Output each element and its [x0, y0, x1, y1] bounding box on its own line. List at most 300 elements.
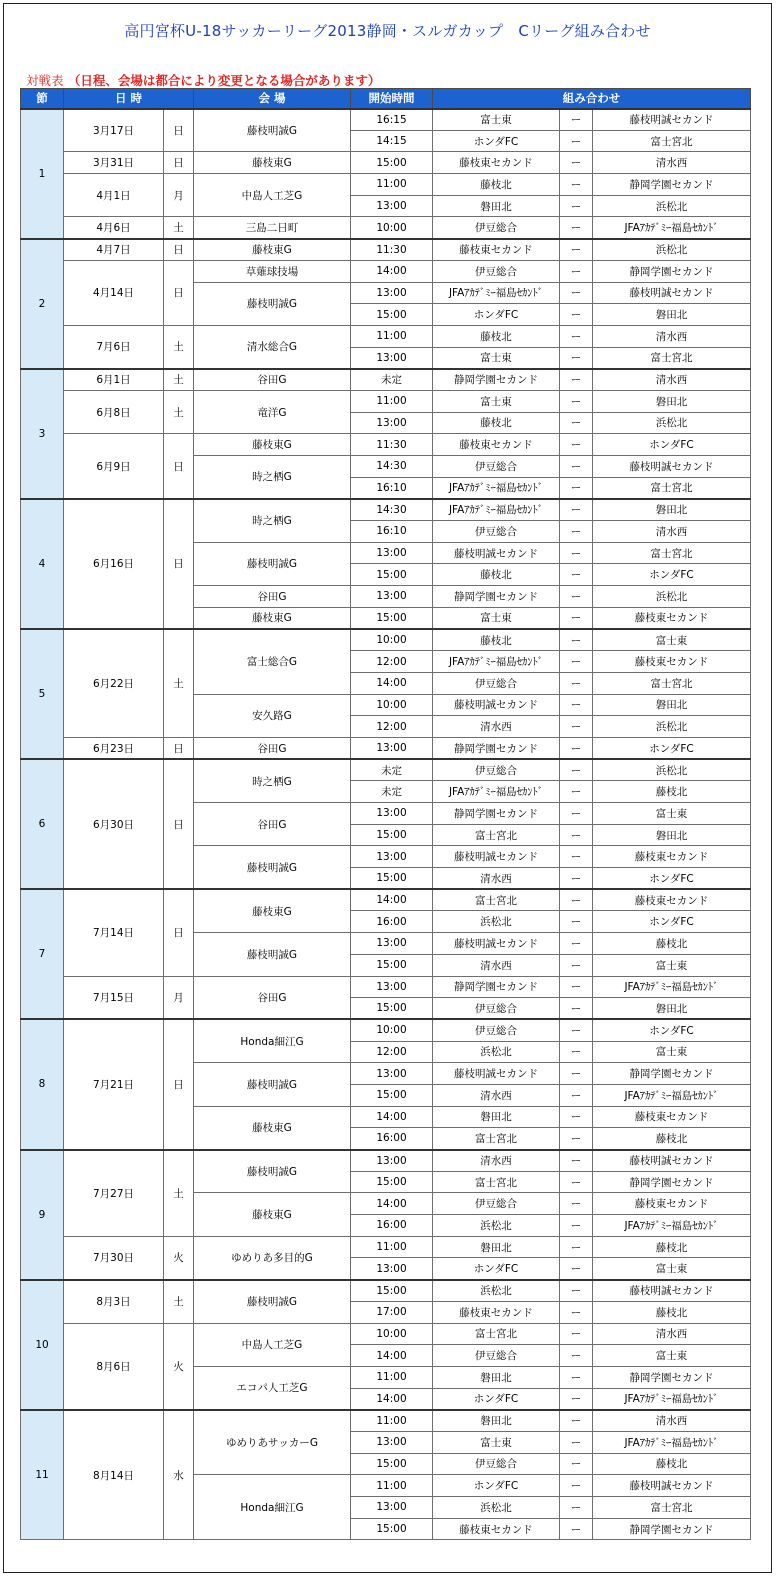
- kickoff-time: 13:00: [351, 933, 433, 955]
- away-team: 磐田北: [593, 499, 751, 521]
- match-venue: 安久路G: [194, 694, 351, 737]
- notice: [26, 71, 380, 89]
- home-team: 静岡学園セカンド: [433, 737, 560, 759]
- versus-dash: ー: [560, 152, 593, 174]
- match-venue: 藤枝明誠G: [194, 1280, 351, 1323]
- match-venue: 藤枝明誠G: [194, 933, 351, 976]
- away-team: 藤枝明誠セカンド: [593, 109, 751, 131]
- versus-dash: ー: [560, 1301, 593, 1323]
- versus-dash: ー: [560, 325, 593, 347]
- home-team: 富士宮北: [433, 1128, 560, 1150]
- home-team: 磐田北: [433, 195, 560, 217]
- home-team: 藤枝北: [433, 325, 560, 347]
- versus-dash: ー: [560, 390, 593, 412]
- home-team: 藤枝明誠セカンド: [433, 694, 560, 716]
- home-team: 静岡学園セカンド: [433, 803, 560, 825]
- home-team: 磐田北: [433, 1236, 560, 1258]
- table-row: [21, 1236, 751, 1258]
- round-number: 7: [21, 889, 64, 1019]
- versus-dash: ー: [560, 456, 593, 478]
- away-team: 藤枝東セカンド: [593, 846, 751, 868]
- away-team: 富士東: [593, 1041, 751, 1063]
- versus-dash: ー: [560, 1150, 593, 1172]
- home-team: 藤枝北: [433, 629, 560, 651]
- kickoff-time: 13:00: [351, 1258, 433, 1280]
- home-team: JFAｱｶﾃﾞﾐｰ福島ｾｶﾝﾄﾞ: [433, 499, 560, 521]
- versus-dash: ー: [560, 1410, 593, 1432]
- match-venue: 藤枝東G: [194, 434, 351, 456]
- kickoff-time: 12:00: [351, 651, 433, 673]
- kickoff-time: 13:00: [351, 195, 433, 217]
- versus-dash: ー: [560, 759, 593, 781]
- versus-dash: ー: [560, 781, 593, 803]
- home-team: ホンダFC: [433, 1258, 560, 1280]
- match-weekday: 日: [164, 109, 194, 152]
- match-weekday: 日: [164, 1019, 194, 1149]
- away-team: 富士宮北: [593, 347, 751, 369]
- away-team: 静岡学園セカンド: [593, 1171, 751, 1193]
- home-team: 磐田北: [433, 1106, 560, 1128]
- home-team: 静岡学園セカンド: [433, 976, 560, 998]
- away-team: 藤枝明誠セカンド: [593, 1280, 751, 1302]
- away-team: 藤枝明誠セカンド: [593, 282, 751, 304]
- away-team: 静岡学園セカンド: [593, 1366, 751, 1388]
- home-team: 伊豆総合: [433, 217, 560, 239]
- home-team: 伊豆総合: [433, 1193, 560, 1215]
- versus-dash: ー: [560, 911, 593, 933]
- match-weekday: 日: [164, 759, 194, 889]
- home-team: 富士東: [433, 1431, 560, 1453]
- versus-dash: ー: [560, 130, 593, 152]
- versus-dash: ー: [560, 434, 593, 456]
- kickoff-time: 14:00: [351, 889, 433, 911]
- home-team: 藤枝東セカンド: [433, 239, 560, 261]
- round-number: 10: [21, 1280, 64, 1410]
- away-team: ホンダFC: [593, 737, 751, 759]
- versus-dash: ー: [560, 737, 593, 759]
- versus-dash: ー: [560, 672, 593, 694]
- away-team: 富士宮北: [593, 130, 751, 152]
- table-row: [21, 390, 751, 412]
- match-date: 8月3日: [64, 1280, 164, 1323]
- home-team: 清水西: [433, 716, 560, 738]
- away-team: 藤枝北: [593, 933, 751, 955]
- kickoff-time: 13:00: [351, 737, 433, 759]
- table-row: [21, 629, 751, 651]
- match-date: 7月15日: [64, 976, 164, 1019]
- away-team: JFAｱｶﾃﾞﾐｰ福島ｾｶﾝﾄﾞ: [593, 1431, 751, 1453]
- table-row: [21, 1150, 751, 1172]
- away-team: JFAｱｶﾃﾞﾐｰ福島ｾｶﾝﾄﾞ: [593, 1084, 751, 1106]
- match-weekday: 土: [164, 1150, 194, 1237]
- home-team: ホンダFC: [433, 304, 560, 326]
- table-row: [21, 737, 751, 759]
- match-date: 7月30日: [64, 1236, 164, 1279]
- kickoff-time: 13:00: [351, 976, 433, 998]
- page-title: 高円宮杯U-18サッカーリーグ2013静岡・スルガカップ Cリーグ組み合わせ: [124, 22, 651, 40]
- versus-dash: ー: [560, 1171, 593, 1193]
- kickoff-time: 15:00: [351, 607, 433, 629]
- home-team: 伊豆総合: [433, 672, 560, 694]
- kickoff-time: 13:00: [351, 586, 433, 608]
- kickoff-time: 14:00: [351, 672, 433, 694]
- match-date: 4月1日: [64, 174, 164, 217]
- kickoff-time: 10:00: [351, 1323, 433, 1345]
- table-row: [21, 889, 751, 911]
- away-team: 藤枝北: [593, 1128, 751, 1150]
- header-time: 開始時間: [351, 89, 433, 109]
- match-weekday: 日: [164, 434, 194, 499]
- away-team: 富士宮北: [593, 672, 751, 694]
- match-weekday: 水: [164, 1410, 194, 1540]
- match-venue: 草薙球技場: [194, 260, 351, 282]
- home-team: 浜松北: [433, 1280, 560, 1302]
- versus-dash: ー: [560, 694, 593, 716]
- match-date: 4月6日: [64, 217, 164, 239]
- match-venue: 藤枝明誠G: [194, 109, 351, 152]
- away-team: 富士宮北: [593, 477, 751, 499]
- versus-dash: ー: [560, 1280, 593, 1302]
- versus-dash: ー: [560, 1063, 593, 1085]
- kickoff-time: 15:00: [351, 1280, 433, 1302]
- away-team: 藤枝北: [593, 781, 751, 803]
- away-team: 清水西: [593, 1410, 751, 1432]
- home-team: 富士宮北: [433, 1323, 560, 1345]
- match-venue: 谷田G: [194, 369, 351, 391]
- table-row: [21, 976, 751, 998]
- match-venue: Honda細江G: [194, 1019, 351, 1062]
- versus-dash: ー: [560, 564, 593, 586]
- away-team: 浜松北: [593, 586, 751, 608]
- versus-dash: ー: [560, 1258, 593, 1280]
- away-team: 浜松北: [593, 239, 751, 261]
- kickoff-time: 14:00: [351, 1388, 433, 1410]
- match-weekday: 日: [164, 499, 194, 629]
- kickoff-time: 13:00: [351, 846, 433, 868]
- away-team: ホンダFC: [593, 868, 751, 890]
- match-venue: 竜洋G: [194, 390, 351, 433]
- away-team: JFAｱｶﾃﾞﾐｰ福島ｾｶﾝﾄﾞ: [593, 1215, 751, 1237]
- away-team: JFAｱｶﾃﾞﾐｰ福島ｾｶﾝﾄﾞ: [593, 1388, 751, 1410]
- home-team: 清水西: [433, 1084, 560, 1106]
- home-team: 藤枝北: [433, 564, 560, 586]
- kickoff-time: 未定: [351, 781, 433, 803]
- match-date: 3月31日: [64, 152, 164, 174]
- away-team: 富士東: [593, 629, 751, 651]
- away-team: 清水西: [593, 369, 751, 391]
- home-team: 藤枝東セカンド: [433, 1518, 560, 1540]
- away-team: 磐田北: [593, 304, 751, 326]
- match-date: 7月14日: [64, 889, 164, 976]
- away-team: 藤枝東セカンド: [593, 607, 751, 629]
- match-venue: 藤枝明誠G: [194, 846, 351, 889]
- match-venue: エコパ人工芝G: [194, 1366, 351, 1409]
- kickoff-time: 13:00: [351, 1150, 433, 1172]
- match-venue: 谷田G: [194, 976, 351, 1019]
- header-date: 日 時: [64, 89, 194, 109]
- away-team: JFAｱｶﾃﾞﾐｰ福島ｾｶﾝﾄﾞ: [593, 976, 751, 998]
- kickoff-time: 14:30: [351, 499, 433, 521]
- match-weekday: 火: [164, 1236, 194, 1279]
- kickoff-time: 13:00: [351, 347, 433, 369]
- kickoff-time: 16:00: [351, 1215, 433, 1237]
- match-date: 6月1日: [64, 369, 164, 391]
- home-team: JFAｱｶﾃﾞﾐｰ福島ｾｶﾝﾄﾞ: [433, 781, 560, 803]
- versus-dash: ー: [560, 1128, 593, 1150]
- kickoff-time: 13:00: [351, 1063, 433, 1085]
- match-date: 7月21日: [64, 1019, 164, 1149]
- match-venue: Honda細江G: [194, 1475, 351, 1540]
- away-team: 藤枝北: [593, 1453, 751, 1475]
- table-row: [21, 325, 751, 347]
- kickoff-time: 15:00: [351, 998, 433, 1020]
- table-row: [21, 217, 751, 239]
- round-number: 4: [21, 499, 64, 629]
- kickoff-time: 11:00: [351, 1475, 433, 1497]
- header-venue: 会 場: [194, 89, 351, 109]
- home-team: 藤枝明誠セカンド: [433, 542, 560, 564]
- home-team: 浜松北: [433, 911, 560, 933]
- table-row: [21, 1323, 751, 1345]
- kickoff-time: 15:00: [351, 868, 433, 890]
- away-team: 静岡学園セカンド: [593, 1518, 751, 1540]
- versus-dash: ー: [560, 1193, 593, 1215]
- table-row: [21, 499, 751, 521]
- home-team: 富士宮北: [433, 824, 560, 846]
- match-venue: 藤枝東G: [194, 889, 351, 932]
- kickoff-time: 15:00: [351, 1171, 433, 1193]
- table-header-row: [21, 89, 751, 109]
- kickoff-time: 13:00: [351, 282, 433, 304]
- home-team: 浜松北: [433, 1497, 560, 1519]
- away-team: 藤枝明誠セカンド: [593, 1475, 751, 1497]
- away-team: 静岡学園セカンド: [593, 1063, 751, 1085]
- kickoff-time: 14:15: [351, 130, 433, 152]
- versus-dash: ー: [560, 1215, 593, 1237]
- round-number: 8: [21, 1019, 64, 1149]
- kickoff-time: 13:00: [351, 1431, 433, 1453]
- kickoff-time: 14:00: [351, 1193, 433, 1215]
- versus-dash: ー: [560, 542, 593, 564]
- away-team: 藤枝明誠セカンド: [593, 456, 751, 478]
- kickoff-time: 14:00: [351, 1106, 433, 1128]
- away-team: 藤枝東セカンド: [593, 1106, 751, 1128]
- away-team: 磐田北: [593, 390, 751, 412]
- match-weekday: 火: [164, 1323, 194, 1410]
- away-team: 富士東: [593, 1345, 751, 1367]
- match-date: 6月16日: [64, 499, 164, 629]
- home-team: 藤枝東セカンド: [433, 434, 560, 456]
- home-team: 富士東: [433, 347, 560, 369]
- versus-dash: ー: [560, 976, 593, 998]
- kickoff-time: 15:00: [351, 1084, 433, 1106]
- round-number: 6: [21, 759, 64, 889]
- kickoff-time: 17:00: [351, 1301, 433, 1323]
- match-date: 6月9日: [64, 434, 164, 499]
- match-venue: 谷田G: [194, 737, 351, 759]
- home-team: 藤枝明誠セカンド: [433, 846, 560, 868]
- versus-dash: ー: [560, 174, 593, 196]
- away-team: 清水西: [593, 152, 751, 174]
- versus-dash: ー: [560, 607, 593, 629]
- home-team: 清水西: [433, 1150, 560, 1172]
- match-weekday: 土: [164, 217, 194, 239]
- kickoff-time: 12:00: [351, 716, 433, 738]
- table-row: [21, 434, 751, 456]
- home-team: 磐田北: [433, 1410, 560, 1432]
- home-team: 藤枝明誠セカンド: [433, 933, 560, 955]
- home-team: JFAｱｶﾃﾞﾐｰ福島ｾｶﾝﾄﾞ: [433, 651, 560, 673]
- away-team: 磐田北: [593, 694, 751, 716]
- kickoff-time: 15:00: [351, 954, 433, 976]
- versus-dash: ー: [560, 499, 593, 521]
- match-venue: 谷田G: [194, 586, 351, 608]
- versus-dash: ー: [560, 304, 593, 326]
- match-weekday: 日: [164, 260, 194, 325]
- match-date: 6月30日: [64, 759, 164, 889]
- kickoff-time: 13:00: [351, 1497, 433, 1519]
- away-team: 藤枝明誠セカンド: [593, 1150, 751, 1172]
- match-weekday: 日: [164, 737, 194, 759]
- versus-dash: ー: [560, 260, 593, 282]
- away-team: 富士宮北: [593, 542, 751, 564]
- away-team: ホンダFC: [593, 911, 751, 933]
- kickoff-time: 14:00: [351, 1345, 433, 1367]
- kickoff-time: 11:00: [351, 390, 433, 412]
- match-venue: 藤枝東G: [194, 1106, 351, 1149]
- home-team: 伊豆総合: [433, 998, 560, 1020]
- table-row: [21, 260, 751, 282]
- notice-label: 対戦表: [26, 73, 64, 88]
- versus-dash: ー: [560, 1366, 593, 1388]
- versus-dash: ー: [560, 195, 593, 217]
- table-row: [21, 1280, 751, 1302]
- match-date: 7月27日: [64, 1150, 164, 1237]
- home-team: 浜松北: [433, 1215, 560, 1237]
- away-team: 浜松北: [593, 716, 751, 738]
- kickoff-time: 15:00: [351, 564, 433, 586]
- home-team: 清水西: [433, 954, 560, 976]
- match-venue: 藤枝東G: [194, 152, 351, 174]
- home-team: 伊豆総合: [433, 1345, 560, 1367]
- match-weekday: 土: [164, 325, 194, 368]
- kickoff-time: 11:00: [351, 1236, 433, 1258]
- versus-dash: ー: [560, 651, 593, 673]
- match-date: 6月8日: [64, 390, 164, 433]
- home-team: 静岡学園セカンド: [433, 586, 560, 608]
- versus-dash: ー: [560, 109, 593, 131]
- kickoff-time: 11:00: [351, 325, 433, 347]
- match-weekday: 土: [164, 369, 194, 391]
- away-team: 浜松北: [593, 195, 751, 217]
- kickoff-time: 16:00: [351, 911, 433, 933]
- versus-dash: ー: [560, 1453, 593, 1475]
- kickoff-time: 15:00: [351, 1453, 433, 1475]
- match-weekday: 日: [164, 239, 194, 261]
- away-team: 清水西: [593, 1323, 751, 1345]
- home-team: ホンダFC: [433, 130, 560, 152]
- match-weekday: 日: [164, 152, 194, 174]
- kickoff-time: 14:00: [351, 260, 433, 282]
- kickoff-time: 12:00: [351, 1041, 433, 1063]
- round-number: 9: [21, 1150, 64, 1280]
- away-team: ホンダFC: [593, 564, 751, 586]
- schedule-table: [20, 88, 751, 1540]
- match-venue: 藤枝明誠G: [194, 1063, 351, 1106]
- home-team: 富士東: [433, 109, 560, 131]
- home-team: ホンダFC: [433, 1388, 560, 1410]
- home-team: 伊豆総合: [433, 456, 560, 478]
- home-team: 伊豆総合: [433, 1019, 560, 1041]
- match-venue: 中島人工芝G: [194, 174, 351, 217]
- versus-dash: ー: [560, 347, 593, 369]
- home-team: 富士東: [433, 390, 560, 412]
- kickoff-time: 10:00: [351, 694, 433, 716]
- versus-dash: ー: [560, 1236, 593, 1258]
- match-venue: 藤枝明誠G: [194, 542, 351, 585]
- versus-dash: ー: [560, 477, 593, 499]
- match-venue: 時之栖G: [194, 456, 351, 499]
- match-weekday: 土: [164, 390, 194, 433]
- away-team: 富士東: [593, 954, 751, 976]
- match-venue: ゆめりあサッカーG: [194, 1410, 351, 1475]
- round-number: 5: [21, 629, 64, 759]
- kickoff-time: 13:00: [351, 542, 433, 564]
- versus-dash: ー: [560, 369, 593, 391]
- home-team: 浜松北: [433, 1041, 560, 1063]
- kickoff-time: 未定: [351, 759, 433, 781]
- round-number: 1: [21, 109, 64, 239]
- match-venue: 富士総合G: [194, 629, 351, 694]
- away-team: 富士東: [593, 803, 751, 825]
- versus-dash: ー: [560, 846, 593, 868]
- home-team: 藤枝東セカンド: [433, 1301, 560, 1323]
- away-team: ホンダFC: [593, 434, 751, 456]
- kickoff-time: 16:00: [351, 1128, 433, 1150]
- home-team: 藤枝北: [433, 174, 560, 196]
- round-number: 3: [21, 369, 64, 499]
- match-venue: 時之栖G: [194, 499, 351, 542]
- kickoff-time: 10:00: [351, 217, 433, 239]
- versus-dash: ー: [560, 1518, 593, 1540]
- match-venue: 三島二日町: [194, 217, 351, 239]
- table-row: [21, 109, 751, 131]
- versus-dash: ー: [560, 824, 593, 846]
- kickoff-time: 11:00: [351, 1366, 433, 1388]
- home-team: 藤枝北: [433, 412, 560, 434]
- table-row: [21, 759, 751, 781]
- versus-dash: ー: [560, 1019, 593, 1041]
- home-team: 富士宮北: [433, 889, 560, 911]
- away-team: 磐田北: [593, 998, 751, 1020]
- notice-text: （日程、会場は都合により変更となる場合があります）: [67, 73, 381, 88]
- kickoff-time: 16:10: [351, 521, 433, 543]
- round-number: 11: [21, 1410, 64, 1540]
- versus-dash: ー: [560, 217, 593, 239]
- match-venue: 藤枝明誠G: [194, 282, 351, 325]
- versus-dash: ー: [560, 629, 593, 651]
- home-team: 藤枝東セカンド: [433, 152, 560, 174]
- table-row: [21, 174, 751, 196]
- schedule-body: [21, 109, 751, 1540]
- versus-dash: ー: [560, 1497, 593, 1519]
- away-team: 浜松北: [593, 759, 751, 781]
- kickoff-time: 16:10: [351, 477, 433, 499]
- away-team: 静岡学園セカンド: [593, 174, 751, 196]
- versus-dash: ー: [560, 1475, 593, 1497]
- match-date: 8月6日: [64, 1323, 164, 1410]
- kickoff-time: 11:30: [351, 239, 433, 261]
